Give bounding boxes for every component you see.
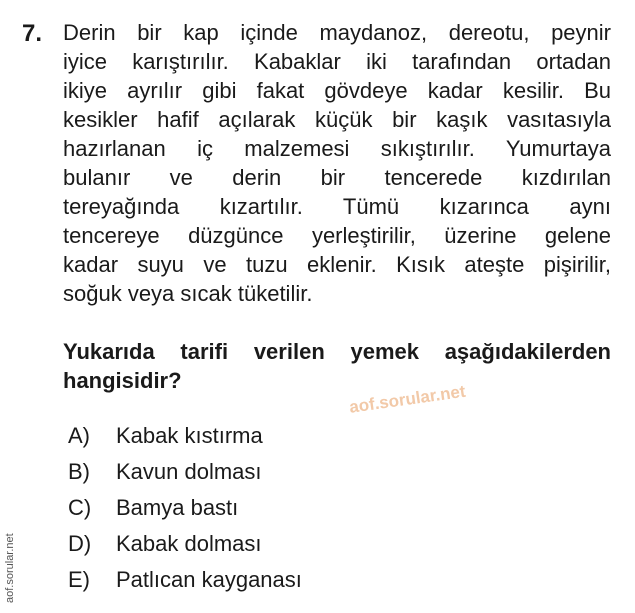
question-stem <box>63 337 611 395</box>
passage-line: tencereye düzgünce yerleştirilir, üzerine gelene <box>63 223 611 248</box>
option-letter: D) <box>68 531 92 556</box>
question-passage <box>63 18 611 308</box>
passage-line: soğuk veya sıcak tüketilir. <box>63 281 313 306</box>
answer-options <box>68 418 302 598</box>
option-c[interactable] <box>68 490 302 526</box>
option-letter: A) <box>68 423 90 448</box>
option-letter: C) <box>68 495 92 520</box>
option-text: Kavun dolması <box>116 459 262 484</box>
option-letter: E) <box>68 567 90 592</box>
option-d[interactable] <box>68 526 302 562</box>
passage-line: Derin bir kap içinde maydanoz, dereotu, peynir <box>63 20 611 45</box>
passage-line: ikiye ayrılır gibi fakat gövdeye kadar kesilir. Bu <box>63 78 611 103</box>
passage-line: tereyağında kızartılır. Tümü kızarınca aynı <box>63 194 611 219</box>
passage-line: hazırlanan iç malzemesi sıkıştırılır. Yumurtaya <box>63 136 611 161</box>
watermark-center: aof.sorular.net <box>348 381 467 417</box>
option-text: Bamya bastı <box>116 495 239 520</box>
stem-line: Yukarıda tarifi verilen yemek aşağıdakilerden <box>63 339 611 364</box>
passage-line: kesikler hafif açılarak küçük bir kaşık vasıtasıyla <box>63 107 611 132</box>
question-number: 7. <box>22 20 43 47</box>
passage-line: kadar suyu ve tuzu eklenir. Kısık ateşte pişirilir, <box>63 252 611 277</box>
stem-line: hangisidir? <box>63 368 182 393</box>
option-letter: B) <box>68 459 90 484</box>
option-text: Kabak kıstırma <box>116 423 263 448</box>
option-text: Kabak dolması <box>116 531 262 556</box>
passage-line: bulanır ve derin bir tencerede kızdırılan <box>63 165 611 190</box>
option-b[interactable] <box>68 454 302 490</box>
watermark-side: aof.sorular.net <box>4 533 16 603</box>
option-text: Patlıcan kayganası <box>116 567 302 592</box>
passage-line: iyice karıştırılır. Kabaklar iki tarafından ortadan <box>63 49 611 74</box>
option-a[interactable] <box>68 418 302 454</box>
option-e[interactable] <box>68 562 302 598</box>
